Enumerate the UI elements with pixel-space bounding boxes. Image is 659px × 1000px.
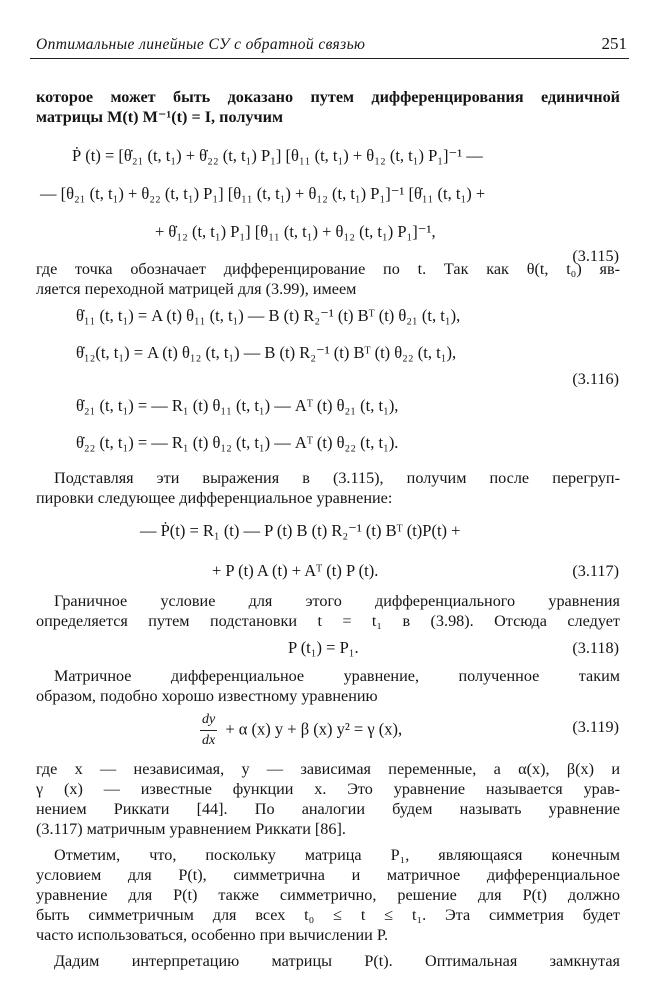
header-rule	[30, 58, 629, 59]
equation-3-115-line-1: Ṗ (t) = [θ̇₂₁ (t, t₁) + θ̇₂₂ (t, t₁) P₁] [θ₁₁ (t, t₁) + θ₁₂ (t, t₁) P₁]⁻¹ —	[72, 146, 483, 165]
equation-3-116-line-1: θ̇₁₁ (t, t₁) = A (t) θ₁₁ (t, t₁) — B (t) R₂⁻¹ (t) Bᵀ (t) θ₂₁ (t, t₁),	[76, 306, 461, 325]
text-line: условием для P(t), симметрична и матричное дифференциальное	[36, 866, 620, 884]
text-line: уравнение для P(t) также симметрично, решение для P(t) должно	[36, 886, 620, 904]
fraction-denominator: dx	[202, 733, 216, 748]
equation-3-117-line-1: — Ṗ(t) = R₁ (t) — P (t) B (t) R₂⁻¹ (t) Bᵀ (t)P(t) +	[140, 521, 461, 540]
text-line: определяется путем подстановки t = t₁ в (3.98). Отсюда следует	[36, 612, 620, 630]
text-line: Подставляя эти выражения в (3.115), получим после перегруп-	[54, 469, 620, 487]
text-line: матрицы M(t) M⁻¹(t) = I, получим	[36, 108, 284, 126]
text-line: образом, подобно хорошо известному уравнению	[36, 687, 378, 705]
text-line: часто использоваться, особенно при вычислении P.	[36, 926, 389, 944]
text-line: где точка обозначает дифференцирование по t. Так как θ(t, t₀) яв-	[36, 260, 620, 278]
text-line: Граничное условие для этого дифференциального уравнения	[54, 592, 620, 610]
equation-3-116-line-2: θ̇₁₂(t, t₁) = A (t) θ₁₂ (t, t₁) — B (t) R₂⁻¹ (t) Bᵀ (t) θ₂₂ (t, t₁),	[76, 343, 457, 362]
derivative-fraction	[200, 712, 217, 749]
text-line: быть симметричным для всех t₀ ≤ t ≤ t₁. Эта симметрия будет	[36, 906, 620, 924]
equation-3-115-line-2: — [θ₂₁ (t, t₁) + θ₂₂ (t, t₁) P₁] [θ₁₁ (t, t₁) + θ₁₂ (t, t₁) P₁]⁻¹ [θ̇₁₁ (t, t₁) +	[40, 184, 486, 203]
equation-number: (3.117)	[572, 562, 619, 580]
text-line: где x — независимая, y — зависимая переменные, а α(x), β(x) и	[36, 760, 620, 778]
equation-number: (3.116)	[572, 370, 619, 388]
running-header	[30, 34, 629, 60]
equation-3-115-line-3: + θ̇₁₂ (t, t₁) P₁] [θ₁₁ (t, t₁) + θ₁₂ (t, t₁) P₁]⁻¹,	[155, 222, 436, 241]
equation-number: (3.118)	[572, 639, 619, 657]
text-line: γ (x) — известные функции x. Это уравнение называется урав-	[36, 780, 620, 798]
running-header-title: Оптимальные линейные СУ с обратной связью	[36, 36, 366, 53]
equation-3-118: P (t₁) = P₁.	[288, 638, 359, 657]
text-line: ляется переходной матрицей для (3.99), имеем	[36, 280, 357, 298]
text-line: которое может быть доказано путем дифференцирования единичной	[36, 88, 620, 106]
page-number: 251	[601, 34, 627, 53]
equation-number: (3.119)	[572, 718, 619, 736]
text-line: пировки следующее дифференциальное уравнение:	[36, 489, 393, 507]
equation-3-116-line-4: θ̇₂₂ (t, t₁) = — R₁ (t) θ₁₂ (t, t₁) — Aᵀ (t) θ₂₂ (t, t₁).	[76, 433, 399, 452]
equation-3-116-line-3: θ̇₂₁ (t, t₁) = — R₁ (t) θ₁₁ (t, t₁) — Aᵀ (t) θ₂₁ (t, t₁),	[76, 396, 399, 415]
text-line: нением Риккати [44]. По аналогии будем называть уравнение	[36, 800, 620, 818]
text-line: Матричное дифференциальное уравнение, полученное таким	[54, 667, 620, 685]
fraction-numerator: dy	[200, 712, 217, 731]
equation-3-119	[196, 712, 402, 749]
text-line: (3.117) матричным уравнением Риккати [86].	[36, 820, 346, 838]
equation-3-117-line-2: + P (t) A (t) + Aᵀ (t) P (t).	[212, 561, 379, 580]
equation-3-119-rest: + α (x) y + β (x) y² = γ (x),	[225, 719, 403, 739]
equation-number: (3.115)	[572, 247, 619, 265]
text-line: Отметим, что, поскольку матрица P₁, являющаяся конечным	[54, 846, 620, 864]
text-line: Дадим интерпретацию матрицы P(t). Оптимальная замкнутая	[54, 952, 620, 970]
